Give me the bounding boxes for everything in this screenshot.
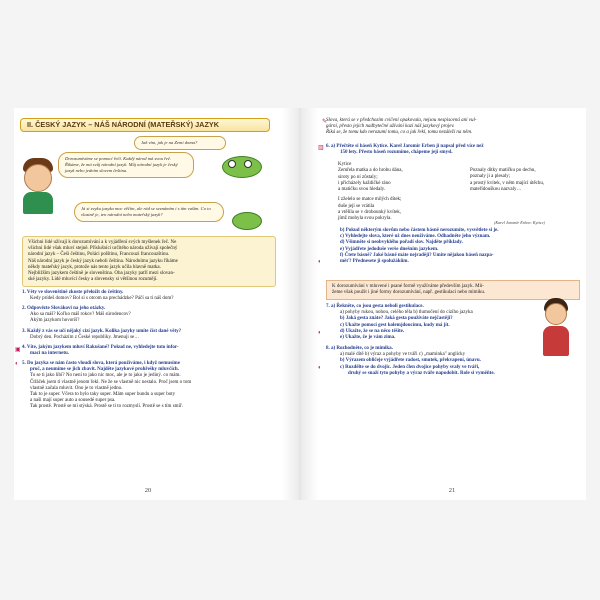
speaking-icon: ◐: [318, 259, 322, 265]
exercise-2: 2. Odpovězte Slovákovi na jeho otázky. Ako sa máš? Koľko máš rokov? Máš súrodencov? Akým jazykom hovoríš?: [22, 306, 131, 324]
speaking-icon: ◐: [318, 365, 322, 371]
poem-credit: (Karel Jaromír Erben: Kytice): [494, 220, 545, 225]
info-box: [22, 236, 276, 287]
page-number: 21: [448, 487, 456, 494]
martian-small-illustration: [230, 208, 270, 238]
definition-box: K dorozumívání v mluvené i psané formě využíváme především jazyk. Mů- žeme však použít i jiné formy dorozumívání, např. gestikulaci nebo mimiku.: [326, 280, 580, 300]
martian-illustration: [214, 142, 274, 202]
speaking-icon: ◐: [318, 330, 322, 336]
info-line: národní jazyk – Češi češtinu, Poláci polštinu, Francouzi francouzštinu.: [28, 252, 170, 258]
computer-icon: ▣: [15, 347, 21, 353]
boy-illustration: [20, 158, 56, 218]
speech-bubble-3: Já si zvyku jazyka moc věčím, ale rád se seznámím i s tím vaším. Co to vlastně je, ten národní nebo mateřský jazyk?: [74, 202, 224, 222]
poem-right-column: Poznaly dítky matičku po dechu, poznaly ji a plesaly; a prostý kvítek, v něm mající útěchu, mateřídouškou nazvaly…: [470, 168, 545, 192]
info-line: někdy mateřský jazyk, protože nás tento jazyk učila hlavně matka.: [28, 264, 161, 270]
chapter-title: II. ČESKÝ JAZYK – NÁŠ NÁRODNÍ (MATEŘSKÝ) JAZYK: [20, 118, 270, 132]
pencil-icon: ✎: [322, 119, 328, 125]
info-line: Náš národní jazyk je český jazyk neboli čeština. Národnímu jazyku říkáme: [28, 258, 178, 264]
left-page: [14, 108, 282, 500]
exercise-3: 3. Každý z vás se učí nějaký cizí jazyk. Kolika jazyky umíte číst dané věty? Dobrý den. Pocházím z České republiky. Jmenuji se…: [22, 329, 182, 341]
info-line: všichni lidé však mluví stejně. Příslušníci určitého národa užívají společný: [28, 246, 178, 252]
exercise-8: 8. a) Rozhodněte, co je mimika. a) malé dítě b) výraz a pohyby ve tváři c) „maminka" anglicky b) Výrazem obličeje vyjádřete radost, smutek, překvapení, únavu. c) Rozdělte se do dvojic. Jeden člen dvojice pohyby svaly ve tváři, druhý se snaží tyto pohyby a výraz tváře napodobit. Role si vyměňte.: [326, 346, 495, 376]
speech-bubble-2: Dorozumíváme se pomocí řečí. Každý národ má svou řeč. Říkáme, že má svůj národní jazyk. Můj národní jazyk je český jazyk nebo jedním slovem čeština.: [58, 152, 194, 178]
exercise-4: 4. Víte, jakým jazykem mluví Rakušané? Pokud ne, vyhledejte tuto infor- maci na internetu.: [22, 345, 179, 357]
page-number: 20: [144, 487, 152, 494]
exercise-6-items: b) Pokud některým slovům nebo částem básně nerozumíte, vysvětlete si je. c) Vyhledejte slova, které už dnes neužíváme. Odhadněte jeho význam. d) Všimněte si neobvyklého pořadí slov. Najděte příklady. e) Vyjádřete jedoduše verše dnešním jazykem. f) Čtete básně? Jaké básně máte nejraději? Umíte nějakou báseň nazpa- měť? Přednesete ji spolužákům.: [340, 228, 499, 265]
right-page: [318, 108, 586, 500]
poem-left-column: Kytice Zemřela matka a do hrobu dána, siroty po ní zůstaly; i přicházely každičké ráno a matičku svou hledaly. I zželelo se matce milých dítek; duše její se vrátila a vtělila se v drobounký kvítek, jímž mohyla svou pokryla.: [338, 162, 403, 222]
speech-bubble-1: Jak vím, jak je na Zemi doma?: [134, 136, 226, 150]
exercise-7: 7. a) Řekněte, co jsou gesta neboli gestikulace. a) pohyby rukou, nohou, celého těla b) tlumočení do cizího jazyka b) Jaká gesta znáte? Jaká gesta používáte nejčastěji? c) Ukažte pomocí gest kolemjdoucímu, kudy má jít. d) Ukažte, že se na něco těšíte. e) Ukažte, že je vám zima.: [326, 304, 473, 341]
info-line: Všichni lidé užívají k dorozumívání a k vyjádření svých myšlenek řeč. Ne: [28, 240, 177, 245]
intro-text: Slova, která se v předchozím cvičení opakovala, nejsou nespisovná ani vul- gární, přesto jejich nadbytečné užívání kazí náš jazykový projev. Říká se, že tomu kdo nerozumí tomu, co a jak řekl, tomu nezáleží na něm.: [326, 118, 477, 136]
exercise-1: 1. Věty ve slovenštině zkuste přeložit do češtiny. Kedy prídeš domov? Bol si s otcom na prechádzke? Páčí sa ti náš dom?: [22, 290, 174, 302]
exercise-6: 6. a) Přečtěte si báseň Kytice. Karel Jaromír Erben ji napsal před více než 150 lety. Přesto báseň rozumíme, chápeme její smysl.: [326, 144, 484, 156]
book-gutter: [282, 108, 318, 500]
speaking-icon: ◐: [15, 361, 19, 367]
exercise-5: 5. Do jazyka se nám často vloudí slova, která používáme, i když nemusíme proč, a neumíme se jich zbavit. Najděte jazykové prohřešky mluvčích. To se ti jako líbí? No není to jako nic moc, ale je to jako je jediný. co mám. Čtřáček jsem ti vlastně jenom řekl. Ne že se vlastně nic nestalo. Proč jsem o tom vlastně začala mluvit. Ono je to vlastně jedno. Tak to je super. Včera to bylo taky super. Mám super bundu a super boty a naši mají super auto a sousedé super psa. Tak prostě. Prostě se mi stýská. Prostě se ti to rozmyslí. Prostě se s tím smíř.: [22, 361, 192, 410]
book-icon: ▥: [318, 145, 324, 151]
info-line: ské jazyky. Lidé mluvící česky a slovensky si většinou rozumějí.: [28, 277, 158, 283]
info-line: Nejbližším jazykem češtině je slovenština. Oba jazyky patří mezi slovan-: [28, 271, 175, 277]
